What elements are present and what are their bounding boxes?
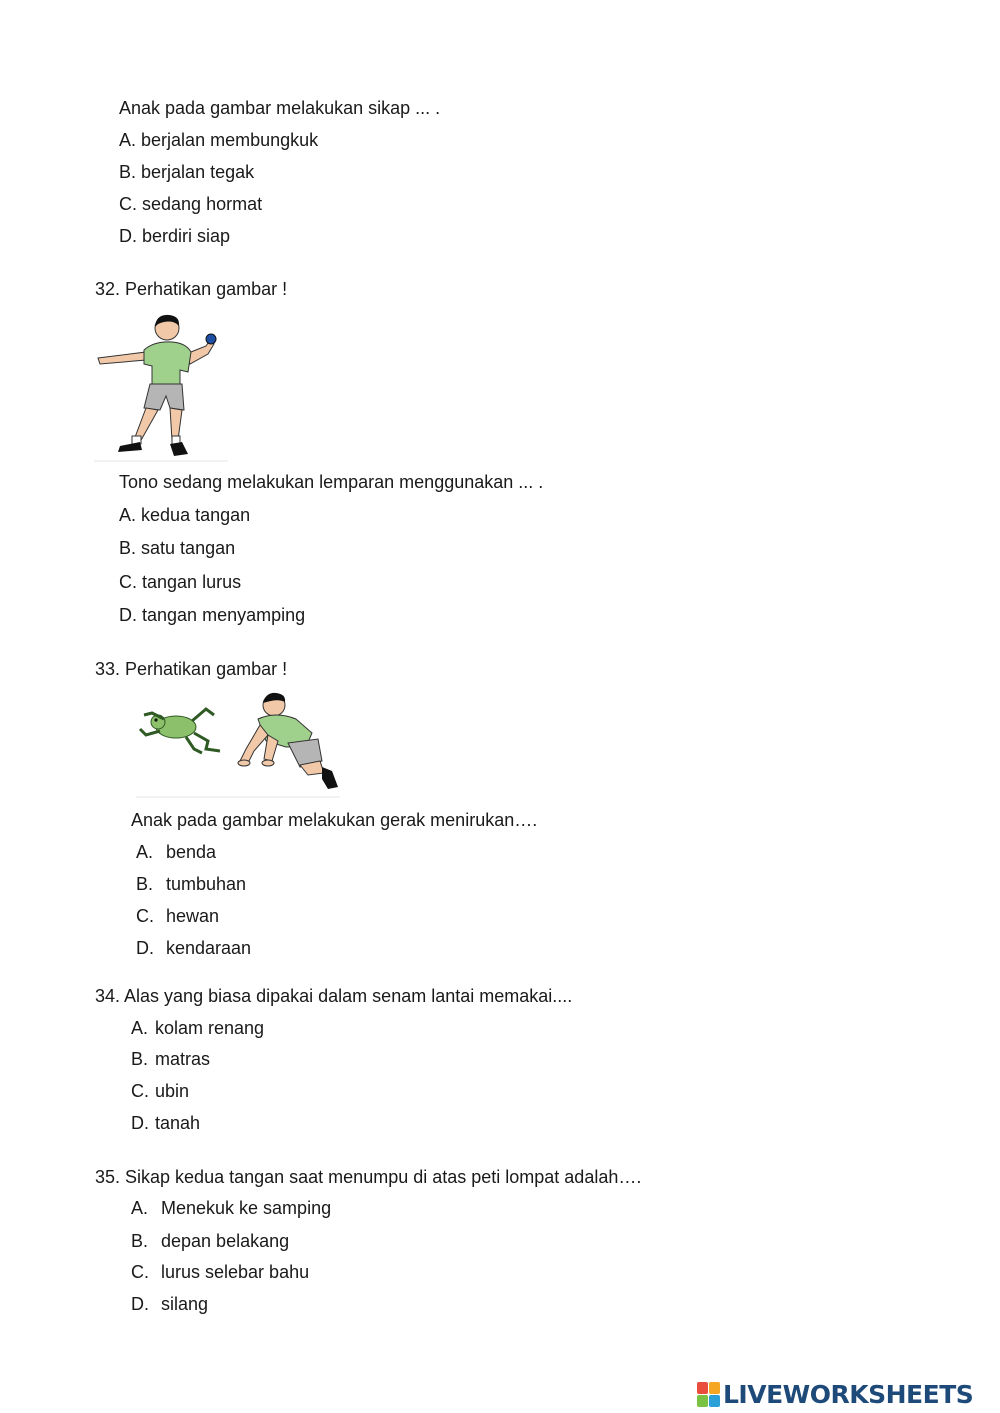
q35-option-a[interactable]: [131, 1197, 331, 1219]
option-text: tangan lurus: [142, 572, 242, 592]
q33-title: 33. Perhatikan gambar !: [95, 659, 288, 679]
option-letter: A.: [131, 1198, 149, 1218]
option-letter: B.: [119, 538, 137, 558]
boy-throwing-ball-illustration: [94, 310, 228, 462]
option-text: matras: [155, 1049, 211, 1069]
q31-stem: Anak pada gambar melakukan sikap ... .: [119, 98, 441, 118]
option-text: kendaraan: [166, 938, 252, 958]
option-letter: A.: [119, 505, 137, 525]
q32-title: 32. Perhatikan gambar !: [95, 279, 288, 299]
q35-option-d[interactable]: [131, 1293, 208, 1315]
q33-option-c[interactable]: [136, 905, 219, 927]
q34-option-d[interactable]: [131, 1112, 200, 1134]
q35-option-b[interactable]: [131, 1230, 289, 1252]
q32-option-c[interactable]: [119, 571, 241, 593]
q35-option-c[interactable]: [131, 1261, 309, 1283]
q32-option-a[interactable]: [119, 504, 250, 526]
option-text: berjalan tegak: [141, 162, 255, 182]
option-letter: D.: [119, 605, 137, 625]
q32-option-b[interactable]: [119, 537, 235, 559]
option-letter: B.: [136, 874, 154, 894]
option-text: depan belakang: [161, 1231, 290, 1251]
frog-and-crouching-boy-illustration: [136, 689, 340, 799]
q31-option-a[interactable]: [119, 129, 318, 151]
option-letter: B.: [131, 1049, 149, 1069]
option-letter: A.: [136, 842, 154, 862]
option-text: berjalan membungkuk: [141, 130, 319, 150]
option-letter: D.: [136, 938, 154, 958]
q35-title: 35. Sikap kedua tangan saat menumpu di atas peti lompat adalah….: [95, 1167, 642, 1187]
option-text: kolam renang: [155, 1018, 265, 1038]
option-text: lurus selebar bahu: [161, 1262, 310, 1282]
q33-stem: Anak pada gambar melakukan gerak menirukan….: [131, 810, 538, 830]
option-letter: C.: [131, 1081, 149, 1101]
option-text: ubin: [155, 1081, 190, 1101]
option-text: sedang hormat: [142, 194, 263, 214]
q32-option-d[interactable]: [119, 604, 305, 626]
liveworksheets-logo[interactable]: [697, 1380, 973, 1409]
option-text: Menekuk ke samping: [161, 1198, 332, 1218]
q33-option-a[interactable]: [136, 841, 216, 863]
option-text: tangan menyamping: [142, 605, 306, 625]
q31-option-b[interactable]: [119, 161, 254, 183]
option-letter: C.: [119, 572, 137, 592]
option-text: berdiri siap: [142, 226, 231, 246]
option-letter: C.: [119, 194, 137, 214]
option-letter: B.: [131, 1231, 149, 1251]
option-letter: D.: [131, 1113, 149, 1133]
q34-option-b[interactable]: [131, 1048, 210, 1070]
liveworksheets-logo-text: LIVEWORKSHEETS: [723, 1380, 974, 1409]
option-text: silang: [161, 1294, 209, 1314]
q34-option-a[interactable]: [131, 1017, 264, 1039]
option-text: satu tangan: [141, 538, 236, 558]
q32-stem: Tono sedang melakukan lemparan menggunakan ... .: [119, 472, 544, 492]
option-letter: D.: [119, 226, 137, 246]
liveworksheets-logo-icon: [697, 1382, 721, 1408]
q34-option-c[interactable]: [131, 1080, 189, 1102]
option-letter: C.: [131, 1262, 149, 1282]
q33-option-b[interactable]: [136, 873, 246, 895]
q33-option-d[interactable]: [136, 937, 251, 959]
option-letter: C.: [136, 906, 154, 926]
option-letter: A.: [119, 130, 137, 150]
option-letter: A.: [131, 1018, 149, 1038]
option-letter: B.: [119, 162, 137, 182]
option-letter: D.: [131, 1294, 149, 1314]
option-text: benda: [166, 842, 217, 862]
option-text: tanah: [155, 1113, 201, 1133]
q31-option-c[interactable]: [119, 193, 262, 215]
option-text: tumbuhan: [166, 874, 247, 894]
q34-title: 34. Alas yang biasa dipakai dalam senam lantai memakai....: [95, 986, 573, 1006]
option-text: kedua tangan: [141, 505, 251, 525]
q31-option-d[interactable]: [119, 225, 230, 247]
option-text: hewan: [166, 906, 220, 926]
